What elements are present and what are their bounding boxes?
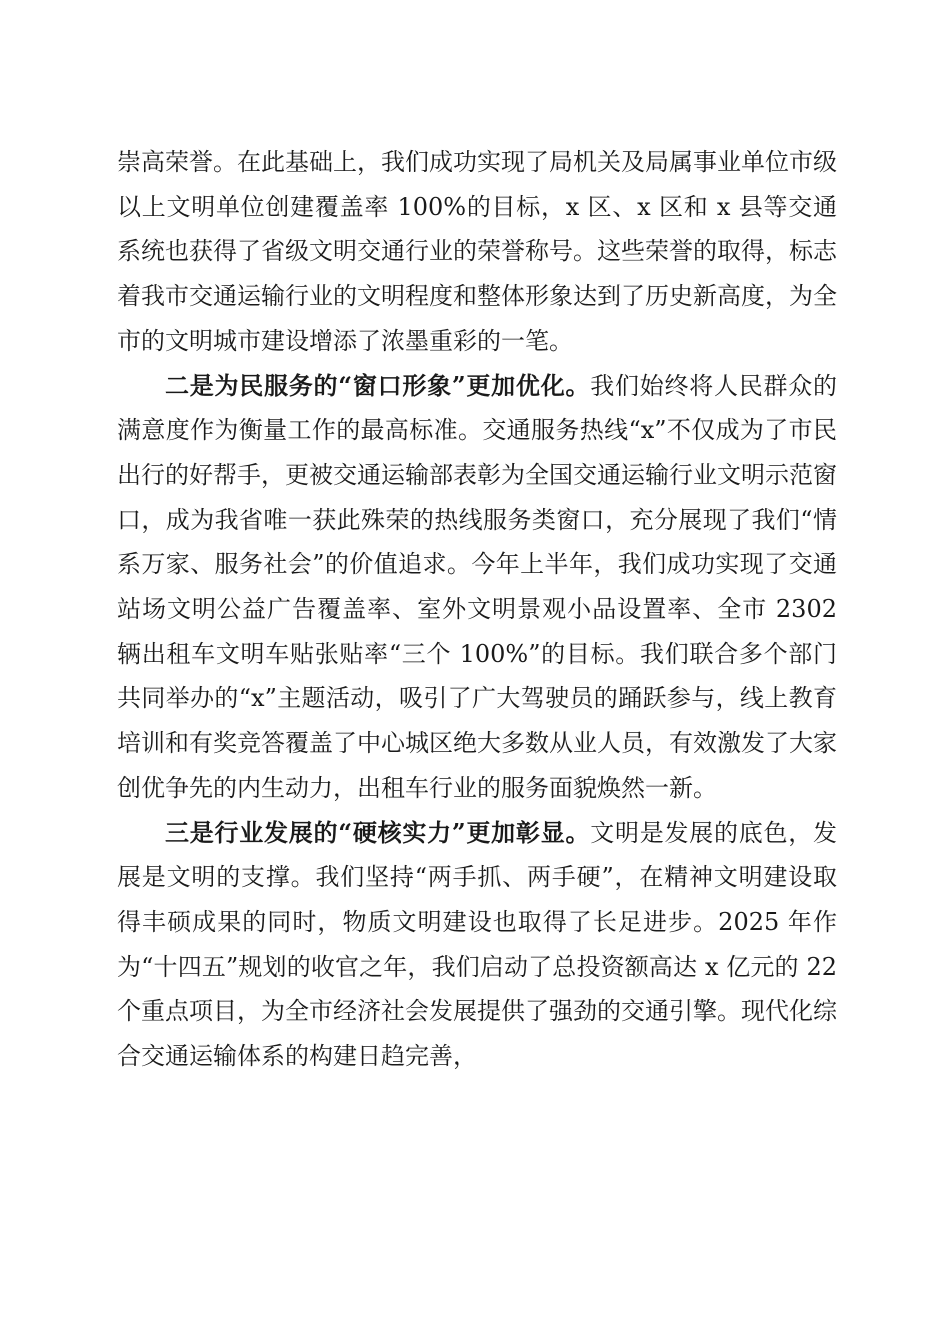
paragraph-2-text: 我们始终将人民群众的满意度作为衡量工作的最高标准。交通服务热线“x”不仅成为了市民出行的好帮手，更被交通运输部表彰为全国交通运输行业文明示范窗口，成为我省唯一获此殊荣的热线服务类窗口，充分展现了我们“情系万家、服务社会”的价值追求。今年上半年，我们成功实现了交通站场文明公益广告覆盖率、室外文明景观小品设置率、全市 2302 辆出租车文明车贴张贴率“三个 100%”的目标。我们联合多个部门共同举办的“x”主题活动，吸引了广大驾驶员的踊跃参与，线上教育培训和有奖竞答覆盖了中心城区绝大多数从业人员，有效激发了大家创优争先的内生动力，出租车行业的服务面貌焕然一新。	[117, 371, 837, 802]
paragraph-3	[117, 811, 837, 1079]
paragraph-3-lead-heading: 三是行业发展的“硬核实力”更加彰显。	[165, 817, 591, 847]
paragraph-1-text: 崇高荣誉。在此基础上，我们成功实现了局机关及局属事业单位市级以上文明单位创建覆盖率 100%的目标，x 区、x 区和 x 县等交通系统也获得了省级文明交通行业的荣誉称号。这些荣誉的取得，标志着我市交通运输行业的文明程度和整体形象达到了历史新高度，为全市的文明城市建设增添了浓墨重彩的一笔。	[117, 148, 837, 355]
paragraph-2-lead-heading: 二是为民服务的“窗口形象”更加优化。	[165, 370, 591, 400]
document-body	[117, 140, 837, 1079]
paragraph-2	[117, 364, 837, 811]
paragraph-1	[117, 140, 837, 364]
paragraph-3-text: 文明是发展的底色，发展是文明的支撑。我们坚持“两手抓、两手硬”，在精神文明建设取得丰硕成果的同时，物质文明建设也取得了长足进步。2025 年作为“十四五”规划的收官之年，我们启动了总投资额高达 x 亿元的 22 个重点项目，为全市经济社会发展提供了强劲的交通引擎。现代化综合交通运输体系的构建日趋完善，	[117, 818, 837, 1071]
